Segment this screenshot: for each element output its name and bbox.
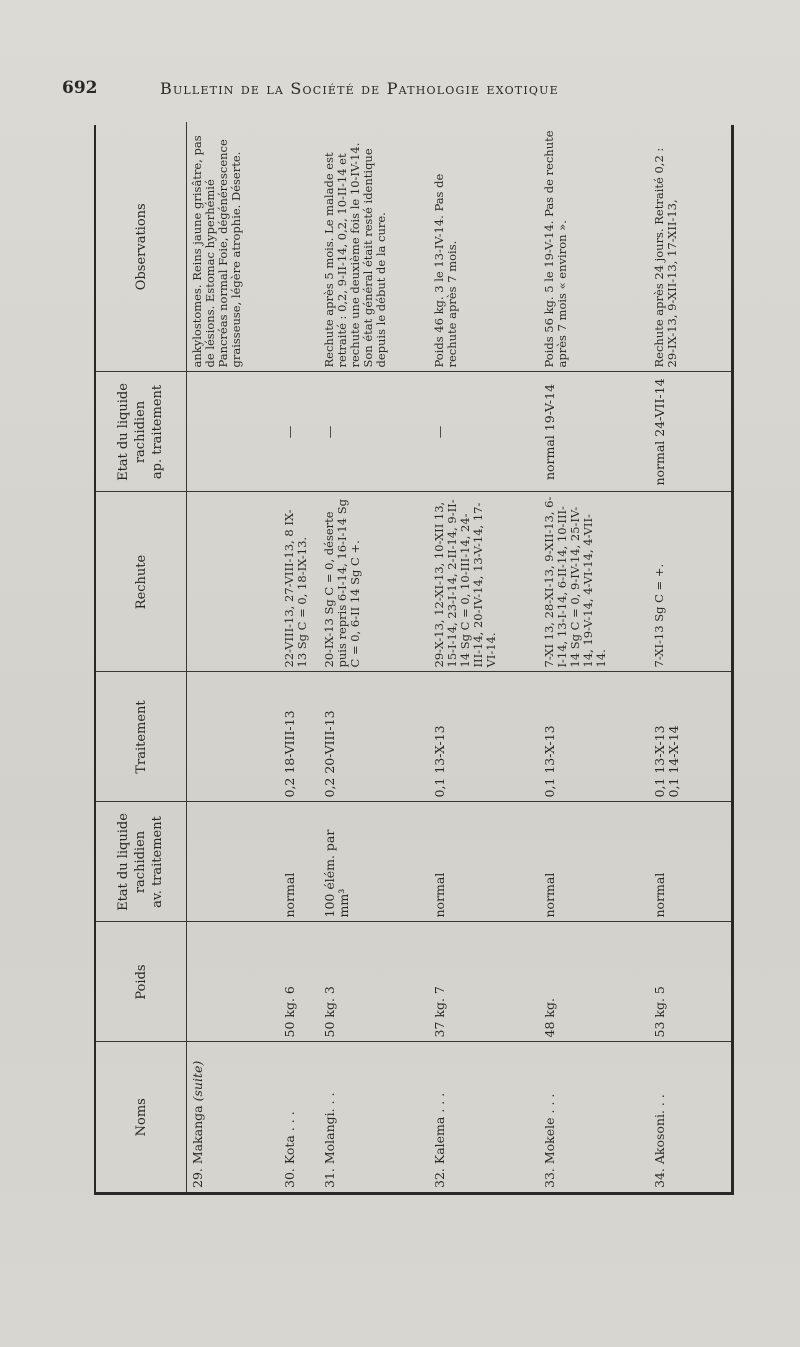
cell-rechute: 29-X-13, 12-XI-13, 10-XII 13, 15-I-14, 23-I-14, 2-II-14, 9-II-14 Sg C = 0, 10-III-14, 24-III-14, 20-IV-14, 13-V-14, 17-VI-14. bbox=[429, 492, 539, 672]
cell-nom: 30. Kota . . . bbox=[279, 1042, 319, 1192]
column-header-lcr-avant bbox=[96, 802, 187, 922]
cell-poids: 50 kg. 6 bbox=[279, 922, 319, 1042]
table-row bbox=[279, 122, 319, 1192]
column-header-noms: Noms bbox=[96, 1042, 187, 1192]
cell-poids: 53 kg. 5 bbox=[649, 922, 732, 1042]
cell-lcr-apres: — bbox=[279, 372, 319, 492]
cell-observations: ankylostomes. Reins jaune grisâtre, pas de lésions. Estomac hyperhémié Pancréas normal Foie, dégénérescence graisseuse, légère atrophie. Déserte. bbox=[190, 135, 243, 368]
header-line: av. traitement bbox=[149, 816, 165, 908]
table-header-row bbox=[96, 122, 187, 1192]
cell-poids: 48 kg. bbox=[539, 922, 649, 1042]
cell-rechute: 7-XI 13, 28-XI-13, 9-XII-13, 6-I-14, 13-I-14, 6-II-14, 10-III-14 Sg C = 0, 9-IV-14, 25-IV-14, 19-V-14, 4-VI-14, 4-VII-14. bbox=[539, 492, 649, 672]
cell-observations: Rechute après 24 jours. Retraité 0,2 : 29-IX-13, 9-XII-13, 17-XII-13, bbox=[651, 147, 679, 368]
cell-lcr-apres: normal 24-VII-14 bbox=[649, 372, 732, 492]
table-row bbox=[649, 122, 732, 1192]
cell-observations: Rechute après 5 mois. Le malade est retraité : 0,2, 9-II-14, 0,2, 10-II-14 et rechute une deuxième fois le 10-IV-14. Son état général était resté identique depuis le début de la cure. bbox=[321, 142, 388, 368]
running-head bbox=[62, 78, 732, 108]
column-header-rechute: Rechute bbox=[96, 492, 187, 672]
cell-poids: 37 kg. 7 bbox=[429, 922, 539, 1042]
cell-poids: 50 kg. 3 bbox=[319, 922, 429, 1042]
cell-lcr-avant: normal bbox=[539, 802, 649, 922]
table-row bbox=[319, 122, 429, 1192]
table-row bbox=[539, 122, 649, 1192]
column-header-observations: Observations bbox=[96, 122, 187, 372]
cell-lcr-apres: normal 19-V-14 bbox=[539, 372, 649, 492]
cell-lcr-avant bbox=[187, 802, 279, 922]
cell-rechute: 22-VIII-13, 27-VIII-13, 8 IX-13 Sg C = 0, 18-IX-13. bbox=[279, 492, 319, 672]
cell-traitement: 0,2 20-VIII-13 bbox=[319, 672, 429, 802]
cell-lcr-apres bbox=[187, 372, 279, 492]
nom-text: 29. Makanga bbox=[190, 1105, 205, 1188]
cell-lcr-avant: 100 élém. par mm³ bbox=[319, 802, 429, 922]
cell-traitement: 0,1 13-X-13 0,1 14-X-14 bbox=[649, 672, 732, 802]
header-line: Etat du liquide bbox=[115, 383, 131, 481]
header-line: rachidien bbox=[132, 830, 148, 894]
cell-nom: 34. Akosoni. . . bbox=[649, 1042, 732, 1192]
cell-traitement: 0,1 13-X-13 bbox=[429, 672, 539, 802]
cell-lcr-apres: — bbox=[319, 372, 429, 492]
cell-lcr-avant: normal bbox=[429, 802, 539, 922]
cell-traitement: 0,2 18-VIII-13 bbox=[279, 672, 319, 802]
column-header-lcr-apres bbox=[96, 372, 187, 492]
cell-nom: 31. Molangi. . . bbox=[319, 1042, 429, 1192]
cell-lcr-apres: — bbox=[429, 372, 539, 492]
table-row bbox=[187, 122, 279, 1192]
cell-lcr-avant: normal bbox=[649, 802, 732, 922]
cell-rechute bbox=[187, 492, 279, 672]
nom-suffix: (suite) bbox=[190, 1060, 205, 1102]
cell-observations: Poids 46 kg. 3 le 13-IV-14. Pas de rechute après 7 mois. bbox=[431, 173, 459, 368]
header-line: ap. traitement bbox=[149, 384, 165, 480]
cell-lcr-avant: normal bbox=[279, 802, 319, 922]
cell-nom bbox=[187, 1042, 279, 1192]
column-header-traitement: Traitement bbox=[96, 672, 187, 802]
column-header-poids: Poids bbox=[96, 922, 187, 1042]
cell-observations bbox=[279, 122, 319, 372]
cell-observations: Poids 56 kg. 5 le 19-V-14. Pas de rechute après 7 mois « environ ». bbox=[541, 130, 569, 368]
cell-rechute: 20-IX-13 Sg C = 0, déserte puis repris 6-I-14, 16-I-14 Sg C = 0, 6-II 14 Sg C +. bbox=[319, 492, 429, 672]
header-line: rachidien bbox=[132, 400, 148, 464]
cell-traitement bbox=[187, 672, 279, 802]
cell-rechute: 7-XI-13 Sg C = +. bbox=[649, 492, 732, 672]
cell-nom: 32. Kalema . . . bbox=[429, 1042, 539, 1192]
journal-title: Bulletin de la Société de Pathologie exotique bbox=[160, 79, 559, 98]
page-number: 692 bbox=[62, 78, 98, 98]
table-grid bbox=[96, 122, 731, 1192]
data-table bbox=[94, 125, 734, 1195]
table-row bbox=[429, 122, 539, 1192]
cell-poids bbox=[187, 922, 279, 1042]
cell-traitement: 0,1 13-X-13 bbox=[539, 672, 649, 802]
cell-nom: 33. Mokele . . . bbox=[539, 1042, 649, 1192]
header-line: Etat du liquide bbox=[115, 813, 131, 911]
